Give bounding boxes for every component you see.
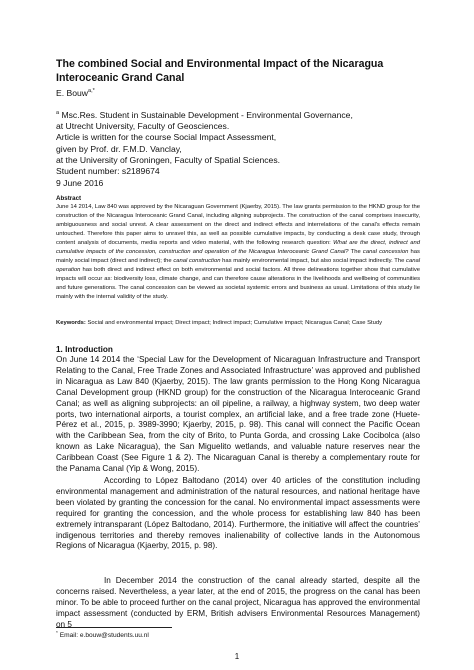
paper-date: 9 June 2016 <box>56 177 104 188</box>
page-number: 1 <box>234 652 240 661</box>
affiliation-line: Article is written for the course Social Impact Assessment, <box>56 132 277 143</box>
affiliation-line: at the University of Groningen, Faculty of Spatial Sciences. <box>56 155 281 166</box>
footnote: * Email: e.bouw@students.uu.nl <box>56 631 149 640</box>
student-number: Student number: s2189674 <box>56 166 160 177</box>
keywords <box>56 319 420 327</box>
section-heading: 1. Introduction <box>56 345 113 354</box>
keywords-label: Keywords: <box>56 320 86 326</box>
author-marks: a,* <box>88 88 95 94</box>
author-line <box>56 86 95 99</box>
research-question: What are the direct, indirect and cumulative impacts of the concession, construction and operation of the Nicaragua Interoceanic Grand Canal? <box>56 239 420 255</box>
footnote-rule <box>56 627 172 628</box>
body-paragraph: According to López Baltodano (2014) over 40 articles of the constitution including environmental management and administration of the natural resources, and national heritage have been violated by granting the concession for the canal. No environmental impact assessments were required for granting the concession, and the whole process for establishing law 840 has been extremely intransparant (López Baltodano, 2014). Furthermore, the initiative will affect the countries’ indigenous territories and thereby removes inalienability of collective lands in the Autonomous Regions of Nicaragua (Kjaerby, 2015, p. 98). <box>56 476 420 551</box>
abstract-heading: Abstract <box>56 195 82 202</box>
affiliation-marker: a <box>56 110 60 116</box>
abstract-body: June 14 2014, Law 840 was approved by the Nicaraguan Government (Kjaerby, 2015). The law grants permission to the HKND group for the construction of the Nicaragua Interoceanic Grand Canal, including aligning subprojects. The construction of the canal comprises insecurity, ambiguousness and social unrest. A clear assessment on the direct and indirect effects and interrelations of the canal's effects remain untouched. Therefore this paper aims to unravel this, as well as possible cumulative impacts, by conducting a desk case study, through content analysis of documents, media reports and video material, with the following research question: What are the direct, indirect and cumulative impacts of the concession, construction and operation of the Nicaragua Interoceanic Grand Canal? The canal concession has mainly social impact (direct and indirect); the canal construction has mainly environmental impact, but also social impact indirectly. The canal operation has both direct and indirect effect on both environmental and social factors. All three delineations together show that cumulative impacts will occur as: biodiversity loss, climate change, and can therefore cause alterations in the livelihoods and wellbeing of communities and future generations. The canal concession can be viewed as societal systemic errors and business as usual. Limitations of this study lie mainly with the internal validity of the study. <box>56 204 421 300</box>
body-paragraph: In December 2014 the construction of the canal already started, despite all the concerns raised. Nevertheless, a year later, at the end of 2015, the progress on the canal has been minor. To be able to proceed further on the canal project, Nicaragua has approved the environmental impact assessment (conducted by ERM, British advisers Environmental Resources Management) on 5 <box>56 576 420 629</box>
keywords-text: Social and environmental impact; Direct impact; Indirect impact; Cumulative impact; Nicaragua Canal; Case Study <box>85 320 383 326</box>
affiliation-line: at Utrecht University, Faculty of Geosciences. <box>56 121 230 132</box>
body-paragraph: On June 14 2014 the ‘Special Law for the Development of Nicaraguan Infrastructure and Transport Relating to the Canal, Free Trade Zones and Associated Infrastructure’ was approved and published in Nicaragua as Law 840 (Kjaerby, 2015). The law grants permission to the Hong Kong Nicaragua Canal Development group (HKND group) for the construction of the Nicaragua Interoceanic Grand Canal; as well as aligning subprojects: an oil pipeline, a railway, a highway system, two deep water ports, two international airports, a tourist complex, an artificial lake, and a free trade zone (Huete-Pérez et al., 2015, p. 3989-3990; Kjaerby, 2015, p. 98). This canal will connect the Pacific Ocean with the Caribbean Sea, from the city of Brito, to Punta Gorda, and crossing Lake Cocibolca (also known as Lake Nicaragua), the San Miguelito wetlands, and valuable nature reserves near the Caribbean Coast (See Figure 1 & 2). The Nicaraguan Canal is thereby a complementary route for the Panama Canal (Yip & Wong, 2015). <box>56 355 420 474</box>
author-name: E. Bouw <box>56 87 89 98</box>
affiliation-block <box>56 108 446 189</box>
affiliation-line: $^a$ Msc.Res. Student in Sustainable Development - Environmental Governance, <box>56 109 353 120</box>
affiliation-line: given by Prof. dr. F.M.D. Vanclay, <box>56 143 182 154</box>
paper-title: The combined Social and Environmental Impact of the Nicaragua Interoceanic Grand Canal <box>56 58 384 84</box>
